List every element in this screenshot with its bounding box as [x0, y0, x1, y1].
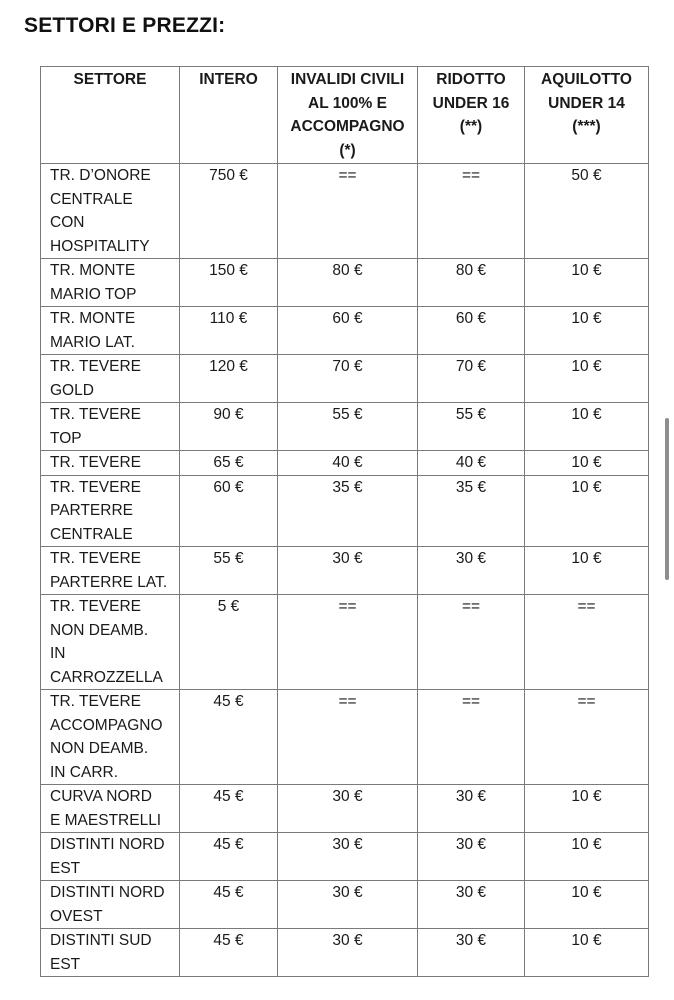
table-header-row: [41, 67, 649, 164]
price-intero: 45 €: [180, 690, 278, 785]
price-intero: 45 €: [180, 929, 278, 977]
price-aquilotto: 10 €: [525, 929, 649, 977]
table-row: [41, 547, 649, 595]
table-row: [41, 475, 649, 547]
price-aquilotto: ==: [525, 595, 649, 690]
sector-cell: TR. MONTE MARIO TOP: [41, 259, 180, 307]
price-aquilotto: 10 €: [525, 403, 649, 451]
price-ridotto: 30 €: [418, 547, 525, 595]
price-invalidi: 30 €: [278, 785, 418, 833]
table-row: [41, 451, 649, 476]
price-intero: 45 €: [180, 881, 278, 929]
price-invalidi: 40 €: [278, 451, 418, 476]
header-ridotto: RIDOTTO UNDER 16 (**): [418, 67, 525, 164]
price-aquilotto: 10 €: [525, 307, 649, 355]
price-ridotto: 60 €: [418, 307, 525, 355]
price-ridotto: 30 €: [418, 881, 525, 929]
table-row: [41, 929, 649, 977]
price-invalidi: 30 €: [278, 929, 418, 977]
price-ridotto: 30 €: [418, 929, 525, 977]
sector-cell: TR. D’ONORE CENTRALE CON HOSPITALITY: [41, 164, 180, 259]
price-intero: 45 €: [180, 833, 278, 881]
price-invalidi: 80 €: [278, 259, 418, 307]
price-invalidi: 70 €: [278, 355, 418, 403]
table-row: [41, 833, 649, 881]
price-aquilotto: 10 €: [525, 451, 649, 476]
table-row: [41, 403, 649, 451]
price-intero: 55 €: [180, 547, 278, 595]
table-row: [41, 259, 649, 307]
page-title: SETTORI E PREZZI:: [24, 14, 226, 37]
price-aquilotto: 10 €: [525, 475, 649, 547]
price-ridotto: ==: [418, 164, 525, 259]
sector-cell: TR. TEVERE ACCOMPAGNO NON DEAMB. IN CARR.: [41, 690, 180, 785]
price-aquilotto: 10 €: [525, 833, 649, 881]
sector-cell: TR. TEVERE PARTERRE LAT.: [41, 547, 180, 595]
price-invalidi: ==: [278, 595, 418, 690]
table-row: [41, 785, 649, 833]
price-invalidi: 30 €: [278, 833, 418, 881]
header-settore: SETTORE: [41, 67, 180, 164]
price-invalidi: 30 €: [278, 881, 418, 929]
sector-cell: DISTINTI SUD EST: [41, 929, 180, 977]
price-invalidi: ==: [278, 164, 418, 259]
price-intero: 90 €: [180, 403, 278, 451]
price-aquilotto: 10 €: [525, 881, 649, 929]
price-aquilotto: 10 €: [525, 259, 649, 307]
sector-cell: TR. TEVERE GOLD: [41, 355, 180, 403]
price-intero: 120 €: [180, 355, 278, 403]
price-ridotto: 70 €: [418, 355, 525, 403]
price-invalidi: 30 €: [278, 547, 418, 595]
sector-cell: TR. TEVERE NON DEAMB. IN CARROZZELLA: [41, 595, 180, 690]
price-invalidi: 60 €: [278, 307, 418, 355]
table-row: [41, 355, 649, 403]
sector-cell: TR. TEVERE TOP: [41, 403, 180, 451]
table-row: [41, 881, 649, 929]
header-invalidi: INVALIDI CIVILI AL 100% E ACCOMPAGNO (*): [278, 67, 418, 164]
table-row: [41, 595, 649, 690]
scrollbar[interactable]: [665, 418, 669, 580]
table-row: [41, 307, 649, 355]
price-ridotto: ==: [418, 690, 525, 785]
sector-cell: TR. TEVERE PARTERRE CENTRALE: [41, 475, 180, 547]
price-invalidi: 35 €: [278, 475, 418, 547]
price-ridotto: 30 €: [418, 833, 525, 881]
price-intero: 150 €: [180, 259, 278, 307]
header-aquilotto: AQUILOTTO UNDER 14 (***): [525, 67, 649, 164]
price-aquilotto: 10 €: [525, 547, 649, 595]
sector-cell: CURVA NORD E MAESTRELLI: [41, 785, 180, 833]
price-aquilotto: 50 €: [525, 164, 649, 259]
table-row: [41, 164, 649, 259]
price-invalidi: 55 €: [278, 403, 418, 451]
price-ridotto: 35 €: [418, 475, 525, 547]
price-invalidi: ==: [278, 690, 418, 785]
price-ridotto: 30 €: [418, 785, 525, 833]
price-intero: 60 €: [180, 475, 278, 547]
price-aquilotto: ==: [525, 690, 649, 785]
sector-cell: DISTINTI NORD EST: [41, 833, 180, 881]
price-aquilotto: 10 €: [525, 355, 649, 403]
price-intero: 110 €: [180, 307, 278, 355]
price-ridotto: 40 €: [418, 451, 525, 476]
price-intero: 65 €: [180, 451, 278, 476]
price-intero: 45 €: [180, 785, 278, 833]
price-aquilotto: 10 €: [525, 785, 649, 833]
sector-cell: TR. TEVERE: [41, 451, 180, 476]
price-intero: 750 €: [180, 164, 278, 259]
price-ridotto: 80 €: [418, 259, 525, 307]
header-intero: INTERO: [180, 67, 278, 164]
table-row: [41, 690, 649, 785]
price-ridotto: ==: [418, 595, 525, 690]
sector-cell: TR. MONTE MARIO LAT.: [41, 307, 180, 355]
price-intero: 5 €: [180, 595, 278, 690]
price-ridotto: 55 €: [418, 403, 525, 451]
sector-cell: DISTINTI NORD OVEST: [41, 881, 180, 929]
prices-table: [40, 66, 649, 977]
